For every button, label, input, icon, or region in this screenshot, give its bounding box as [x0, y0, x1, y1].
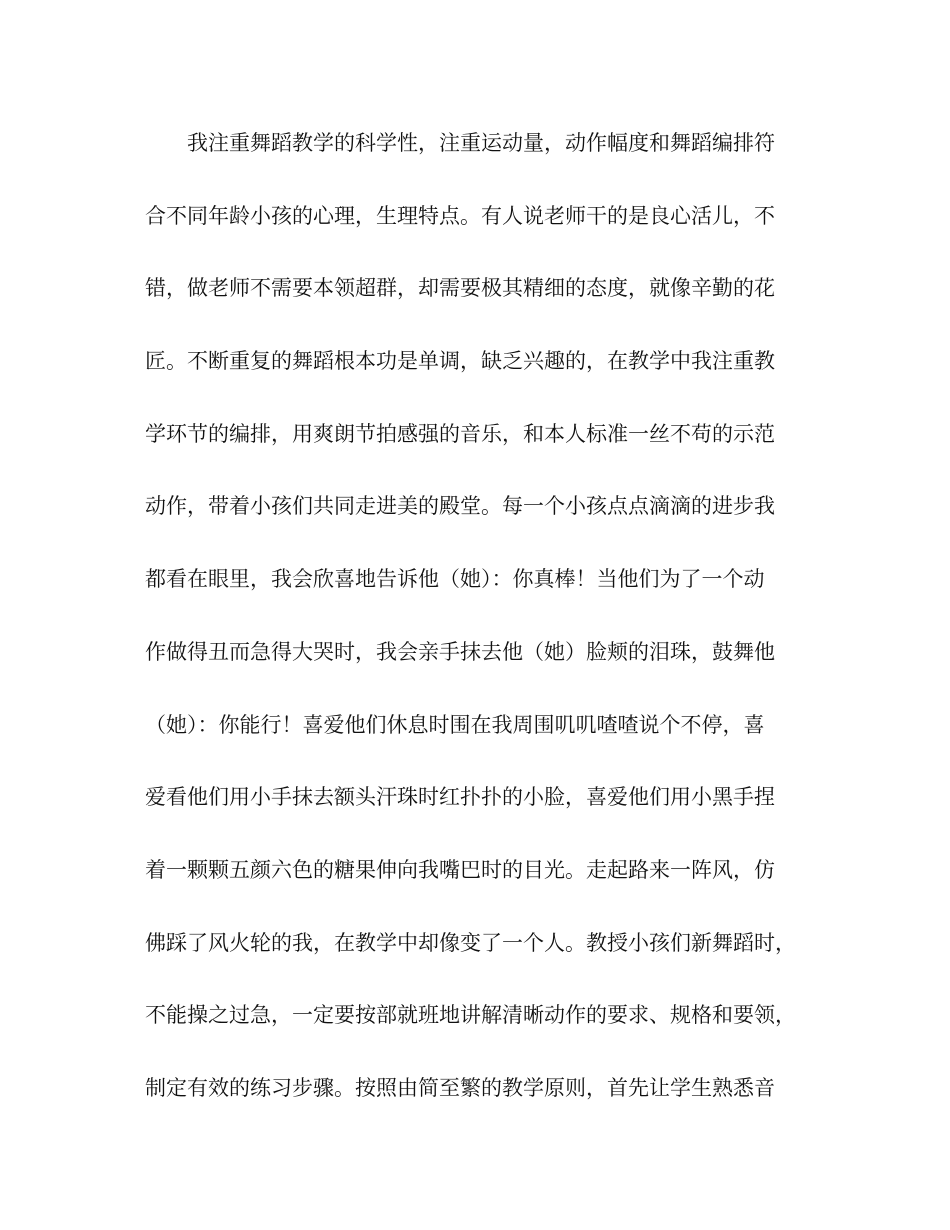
paragraph-line: （她）：你能行！喜爱他们休息时围在我周围叽叽喳喳说个不停，喜 — [145, 713, 765, 737]
paragraph-line: 合不同年龄小孩的心理，生理特点。有人说老师干的是良心活儿，不 — [145, 204, 775, 228]
paragraph-line: 匠。不断重复的舞蹈根本功是单调，缺乏兴趣的，在教学中我注重教 — [145, 349, 775, 373]
paragraph-line: 学环节的编排，用爽朗节拍感强的音乐，和本人标准一丝不苟的示范 — [145, 422, 775, 446]
paragraph-line: 错，做老师不需要本领超群，却需要极其精细的态度，就像辛勤的花 — [145, 276, 775, 300]
paragraph-line: 我注重舞蹈教学的科学性，注重运动量，动作幅度和舞蹈编排符 — [187, 131, 775, 155]
paragraph-line: 制定有效的练习步骤。按照由简至繁的教学原则，首先让学生熟悉音 — [145, 1076, 775, 1100]
paragraph-line: 佛踩了风火轮的我，在教学中却像变了一个人。教授小孩们新舞蹈时， — [145, 931, 796, 955]
paragraph-line: 爱看他们用小手抹去额头汗珠时红扑扑的小脸，喜爱他们用小黑手捏 — [145, 785, 775, 809]
paragraph-line: 作做得丑而急得大哭时，我会亲手抹去他（她）脸颊的泪珠，鼓舞他 — [145, 640, 775, 664]
paragraph-line: 动作，带着小孩们共同走进美的殿堂。每一个小孩点点滴滴的进步我 — [145, 494, 775, 518]
paragraph-line: 都看在眼里，我会欣喜地告诉他（她）：你真棒！当他们为了一个动 — [145, 567, 765, 591]
paragraph-line: 着一颗颗五颜六色的糖果伸向我嘴巴时的目光。走起路来一阵风，仿 — [145, 858, 775, 882]
paragraph-line: 不能操之过急，一定要按部就班地讲解清晰动作的要求、规格和要领， — [145, 1003, 796, 1027]
